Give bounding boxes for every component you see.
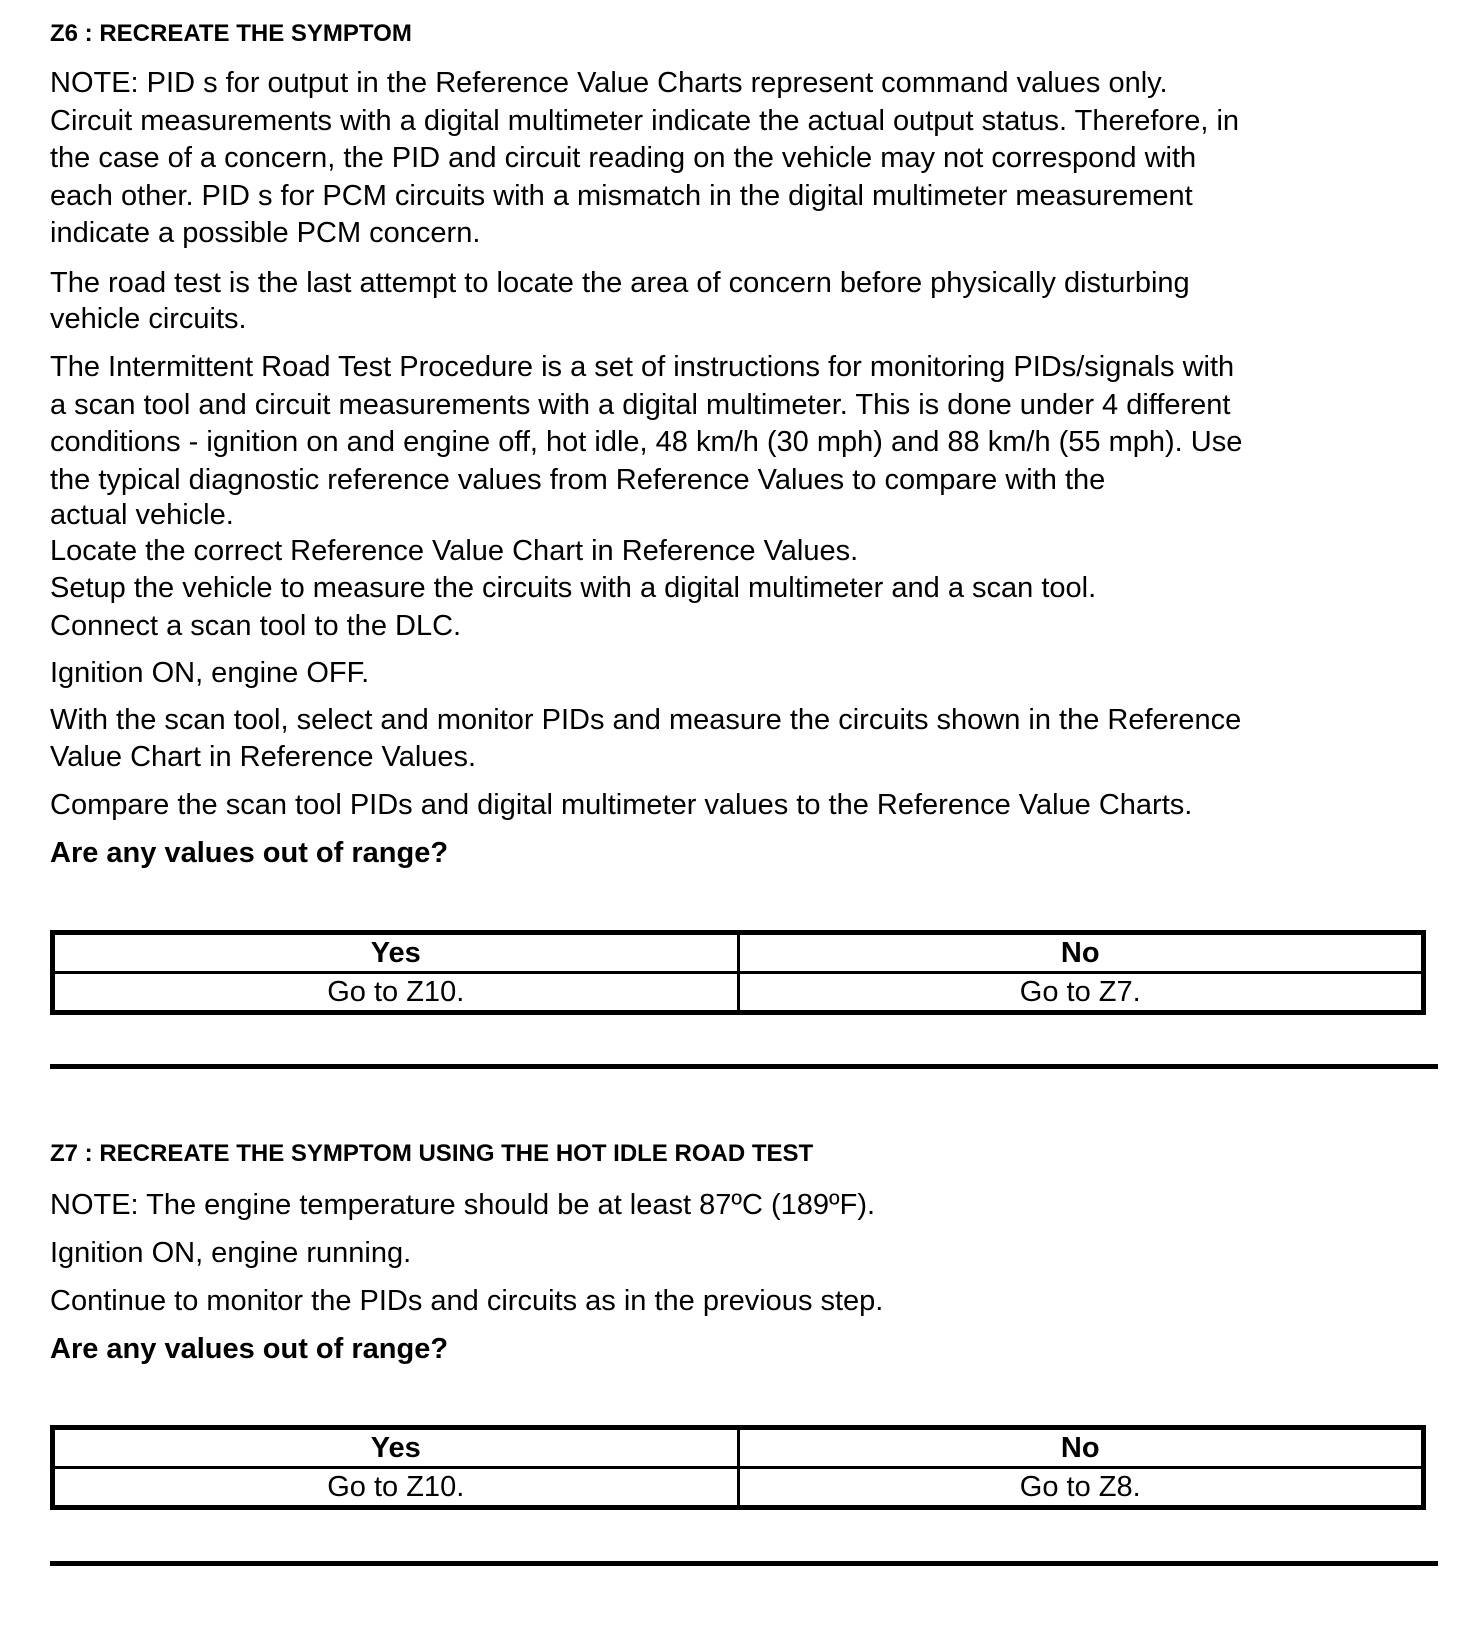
body-line: Ignition ON, engine OFF. [50, 657, 370, 689]
body-line: NOTE: The engine temperature should be at least 87ºC (189ºF). [50, 1189, 876, 1221]
body-line: Continue to monitor the PIDs and circuits as in the previous step. [50, 1285, 884, 1317]
body-line: Setup the vehicle to measure the circuits with a digital multimeter and a scan tool. [50, 572, 1097, 604]
z6-answer-table [50, 930, 1426, 1015]
body-line: conditions - ignition on and engine off, hot idle, 48 km/h (30 mph) and 88 km/h (55 mph). Use [50, 426, 1243, 458]
body-line: Compare the scan tool PIDs and digital multimeter values to the Reference Value Charts. [50, 789, 1193, 821]
no-action: Go to Z7. [738, 973, 1424, 1013]
body-line: Connect a scan tool to the DLC. [50, 610, 462, 642]
no-header: No [738, 933, 1424, 973]
body-line: Circuit measurements with a digital multimeter indicate the actual output status. Therefore, in [50, 105, 1240, 137]
z7-heading: Z7 : RECREATE THE SYMPTOM USING THE HOT IDLE ROAD TEST [50, 1140, 814, 1167]
no-action: Go to Z8. [738, 1468, 1424, 1508]
yes-action: Go to Z10. [53, 973, 739, 1013]
body-line: Ignition ON, engine running. [50, 1237, 412, 1269]
body-line: the case of a concern, the PID and circuit reading on the vehicle may not correspond with [50, 142, 1197, 174]
no-header: No [738, 1428, 1424, 1468]
body-line: The road test is the last attempt to locate the area of concern before physically disturbing [50, 267, 1190, 299]
yes-header: Yes [53, 1428, 739, 1468]
z6-heading: Z6 : RECREATE THE SYMPTOM [50, 20, 412, 47]
section-divider [50, 1561, 1438, 1566]
body-line: NOTE: PID s for output in the Reference Value Charts represent command values only. [50, 67, 1168, 99]
body-line: a scan tool and circuit measurements with a digital multimeter. This is done under 4 different [50, 389, 1231, 421]
body-line: actual vehicle. [50, 499, 234, 531]
section-divider [50, 1064, 1438, 1069]
body-line: indicate a possible PCM concern. [50, 217, 481, 249]
yes-header: Yes [53, 933, 739, 973]
body-line: the typical diagnostic reference values from Reference Values to compare with the [50, 464, 1106, 496]
body-line: each other. PID s for PCM circuits with a mismatch in the digital multimeter measurement [50, 180, 1193, 212]
z7-question: Are any values out of range? [50, 1333, 449, 1365]
body-line: The Intermittent Road Test Procedure is a set of instructions for monitoring PIDs/signals with [50, 351, 1235, 383]
body-line: Locate the correct Reference Value Chart in Reference Values. [50, 535, 859, 567]
body-line: vehicle circuits. [50, 303, 247, 335]
z6-question: Are any values out of range? [50, 837, 449, 869]
yes-action: Go to Z10. [53, 1468, 739, 1508]
body-line: Value Chart in Reference Values. [50, 741, 477, 773]
z7-answer-table [50, 1425, 1426, 1510]
body-line: With the scan tool, select and monitor PIDs and measure the circuits shown in the Reference [50, 704, 1242, 736]
